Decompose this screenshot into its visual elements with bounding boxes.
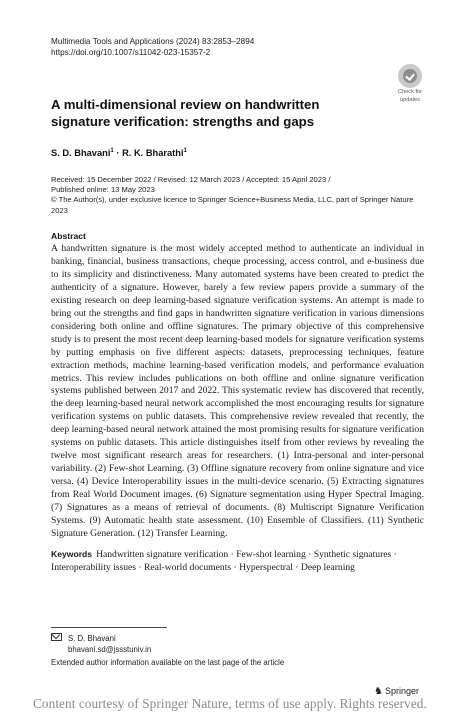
author-affiliation-mark: 1	[183, 148, 187, 154]
publisher-name: Springer	[384, 686, 419, 696]
badge-label-line1: Check for	[398, 89, 422, 95]
abstract-heading: Abstract	[51, 231, 86, 241]
badge-label-line2: updates	[400, 96, 420, 103]
keywords-section	[51, 548, 424, 574]
author-affiliation-mark: 1	[110, 148, 114, 154]
author-name[interactable]: R. K. Bharathi	[122, 148, 184, 159]
dates-line: Received: 15 December 2022 / Revised: 12 March 2023 / Accepted: 15 April 2023 /	[51, 175, 331, 184]
corresponding-author	[51, 633, 151, 655]
extended-author-info: Extended author information available on the last page of the article	[51, 658, 285, 667]
envelope-icon	[51, 633, 62, 641]
corresponding-author-email[interactable]: bhavani.sd@jssstuniv.in	[68, 644, 152, 654]
author-list	[51, 148, 187, 158]
check-for-updates-badge[interactable]	[393, 64, 427, 103]
courtesy-notice: Content courtesy of Springer Nature, terms of use apply. Rights reserved.	[33, 696, 427, 711]
keywords-heading: Keywords	[51, 549, 93, 559]
copyright-line: © The Author(s), under exclusive licence to Springer Science+Business Media, LLC, part of Springer Nature 2023	[51, 195, 414, 215]
corresponding-author-name: S. D. Bhavani	[68, 634, 116, 643]
springer-horse-icon: ♞	[374, 686, 383, 697]
check-for-updates-icon	[398, 64, 422, 88]
journal-header	[51, 36, 254, 58]
author-name[interactable]: S. D. Bhavani	[51, 148, 111, 159]
author-separator: ·	[116, 148, 120, 159]
article-title: A multi-dimensional review on handwritten signature verification: strengths and gaps	[51, 97, 320, 129]
doi-link[interactable]: https://doi.org/10.1007/s11042-023-15357-2	[51, 48, 211, 57]
journal-citation: Multimedia Tools and Applications (2024) 83:2853–2894	[51, 37, 255, 46]
keywords-text: Handwritten signature verification · Few-shot learning · Synthetic signatures · Interoperability issues · Real-world documents · Hyperspectral · Deep learning	[51, 549, 397, 573]
publication-dates	[51, 175, 431, 216]
published-online-line: Published online: 13 May 2023	[51, 185, 155, 195]
footnote-divider	[51, 627, 167, 628]
abstract-text: A handwritten signature is the most widely accepted method to authenticate an individual in banking, financial, business transactions, cheque processing, access control, and e-business due to its simplicity and distinctiveness. Many automated systems have been created to predict the authenticity of a signature. However, barely a few review papers provide a summary of the existing research on deep learning-based signature verification systems. An attempt is made to bring out the strengths and find gaps in handwritten signature verification in various dimensions considering both online and offline signatures. The primary objective of this comprehensive study is to present the most recent deep learning-based models for signature verification systems by putting emphasis on five different aspects: datasets, preprocessing techniques, feature extraction methods, machine learning-based verification models, and performance evaluation metrics. This review includes publications on both offline and online signature verification systems published between 2017 and 2022. This systematic review has discovered that recently, the deep learning-based neural network accomplished the most encouraging results for signature verification systems on public datasets. This comprehensive review revealed that recently, the deep learning-based neural network attained the most promising results for signature verification systems on public datasets. This article distinguishes itself from other reviews by revealing the twelve most significant research areas for researchers. (1) Intra-personal and inter-personal variability. (2) Few-shot Learning. (3) Offline signature recovery from online signature and vice versa. (4) Device Interoperability issues in the multi-device scenario. (5) Extracting signatures from Real World Document images. (6) Signature segmentation using Hyper Spectral Imaging. (7) Signatures as a means of retrieval of documents. (8) Multiscript Signature Verification Systems. (9) Automatic health state assessment. (10) Ensemble of Classifiers. (11) Synthetic Signature Generation. (12) Transfer Learning.	[51, 243, 424, 539]
